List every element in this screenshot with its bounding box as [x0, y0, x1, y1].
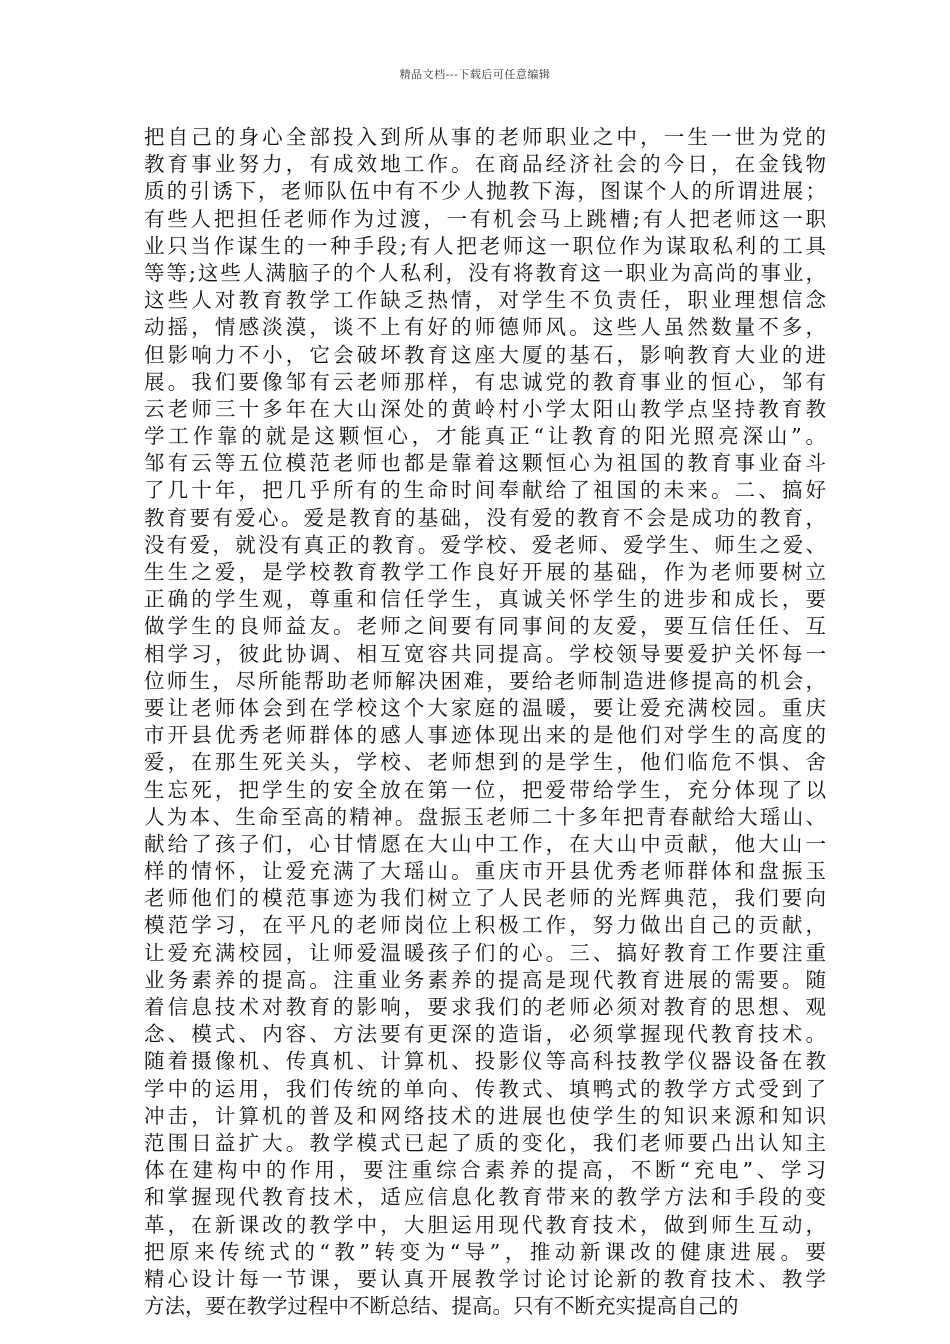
text-line: 精心设计每一节课，要认真开展教学讨论讨论新的教育技术、教学 [144, 1266, 826, 1291]
text-line: 献给了孩子们，心甘情愿在大山中工作，在大山中贡献，他大山一 [144, 831, 826, 856]
text-line: 这些人对教育教学工作缺乏热情，对学生不负责任，职业理想信念 [144, 288, 826, 313]
text-line: 和掌握现代教育技术，适应信息化教育带来的教学方法和手段的变 [144, 1185, 826, 1210]
text-line: 业务素养的提高。注重业务素养的提高是现代教育进展的需要。随 [144, 967, 826, 992]
text-line: 学中的运用，我们传统的单向、传教式、填鸭式的教学方式受到了 [144, 1076, 826, 1101]
text-line: 做学生的良师益友。老师之间要有同事间的友爱，要互信任任、互 [144, 614, 826, 639]
text-line: 正确的学生观，尊重和信任学生，真诚关怀学生的进步和成长，要 [144, 587, 826, 612]
text-line: 模范学习，在平凡的老师岗位上积极工作，努力做出自己的贡献， [144, 913, 826, 938]
text-line: 等等;这些人满脑子的个人私利，没有将教育这一职业为高尚的事业， [144, 260, 826, 285]
text-line: 质的引诱下，老师队伍中有不少人抛教下海，图谋个人的所谓进展； [144, 179, 826, 204]
text-line: 革，在新课改的教学中，大胆运用现代教育技术，做到师生互动， [144, 1212, 826, 1237]
text-line: 把原来传统式的“教”转变为“导”，推动新课改的健康进展。要 [144, 1239, 826, 1264]
text-line: 体在建构中的作用，要注重综合素养的提高，不断“充电”、学习 [144, 1158, 826, 1183]
text-line: 教育要有爱心。爱是教育的基础，没有爱的教育不会是成功的教育， [144, 505, 826, 530]
text-line: 随着摄像机、传真机、计算机、投影仪等高科技教学仪器设备在教 [144, 1049, 826, 1074]
text-line: 冲击，计算机的普及和网络技术的进展也使学生的知识来源和知识 [144, 1103, 826, 1128]
text-line: 了几十年，把几乎所有的生命时间奉献给了祖国的未来。二、搞好 [144, 478, 826, 503]
text-line: 爱，在那生死关头，学校、老师想到的是学生，他们临危不惧、舍 [144, 750, 826, 775]
text-line: 动摇，情感淡漠，谈不上有好的师德师风。这些人虽然数量不多， [144, 315, 826, 340]
text-line: 有些人把担任老师作为过渡，一有机会马上跳槽;有人把老师这一职 [144, 206, 826, 231]
text-line: 但影响力不小，它会破坏教育这座大厦的基石，影响教育大业的进 [144, 342, 826, 367]
text-line: 相学习，彼此协调、相互宽容共同提高。学校领导要爱护关怀每一 [144, 641, 826, 666]
text-line: 云老师三十多年在大山深处的黄岭村小学太阳山教学点坚持教育教 [144, 396, 826, 421]
text-line: 方法，要在教学过程中不断总结、提高。只有不断充实提高自己的 [144, 1294, 739, 1319]
text-line: 着信息技术对教育的影响，要求我们的老师必须对教育的思想、观 [144, 995, 826, 1019]
text-line: 生生之爱，是学校教育教学工作良好开展的基础，作为老师要树立 [144, 560, 826, 584]
text-line: 位师生，尽所能帮助老师解决困难，要给老师制造进修提高的机会， [144, 668, 826, 693]
body-text [144, 124, 826, 1320]
text-line: 没有爱，就没有真正的教育。爱学校、爱老师、爱学生、师生之爱、 [144, 532, 826, 557]
text-line: 人为本、生命至高的精神。盘振玉老师二十多年把青春献给大瑶山、 [144, 804, 826, 829]
page-header: 精品文档---下载后可任意编辑 [399, 68, 551, 81]
text-line: 教育事业努力，有成效地工作。在商品经济社会的今日，在金钱物 [144, 152, 826, 177]
text-line: 老师他们的模范事迹为我们树立了人民老师的光辉典范，我们要向 [144, 886, 826, 911]
text-line: 市开县优秀老师群体的感人事迹体现出来的是他们对学生的高度的 [144, 723, 826, 748]
text-line: 学工作靠的就是这颗恒心，才能真正“让教育的阳光照亮深山”。 [144, 424, 826, 449]
text-line: 展。我们要像邹有云老师那样，有忠诚党的教育事业的恒心，邹有 [144, 369, 826, 394]
text-line: 要让老师体会到在学校这个大家庭的温暖，要让爱充满校园。重庆 [144, 695, 826, 720]
text-line: 邹有云等五位模范老师也都是靠着这颗恒心为祖国的教育事业奋斗 [144, 451, 826, 476]
text-line: 把自己的身心全部投入到所从事的老师职业之中，一生一世为党的 [144, 125, 826, 149]
text-line: 样的情怀，让爱充满了大瑶山。重庆市开县优秀老师群体和盘振玉 [144, 859, 826, 884]
text-line: 范围日益扩大。教学模式已起了质的变化，我们老师要凸出认知主 [144, 1130, 826, 1155]
text-line: 让爱充满校园，让师爱温暖孩子们的心。三、搞好教育工作要注重 [144, 940, 826, 965]
text-line: 念、模式、内容、方法要有更深的造诣，必须掌握现代教育技术。 [144, 1022, 826, 1047]
text-line: 生忘死，把学生的安全放在第一位，把爱带给学生，充分体现了以 [144, 777, 826, 802]
text-line: 业只当作谋生的一种手段;有人把老师这一职位作为谋取私利的工具 [144, 233, 826, 258]
